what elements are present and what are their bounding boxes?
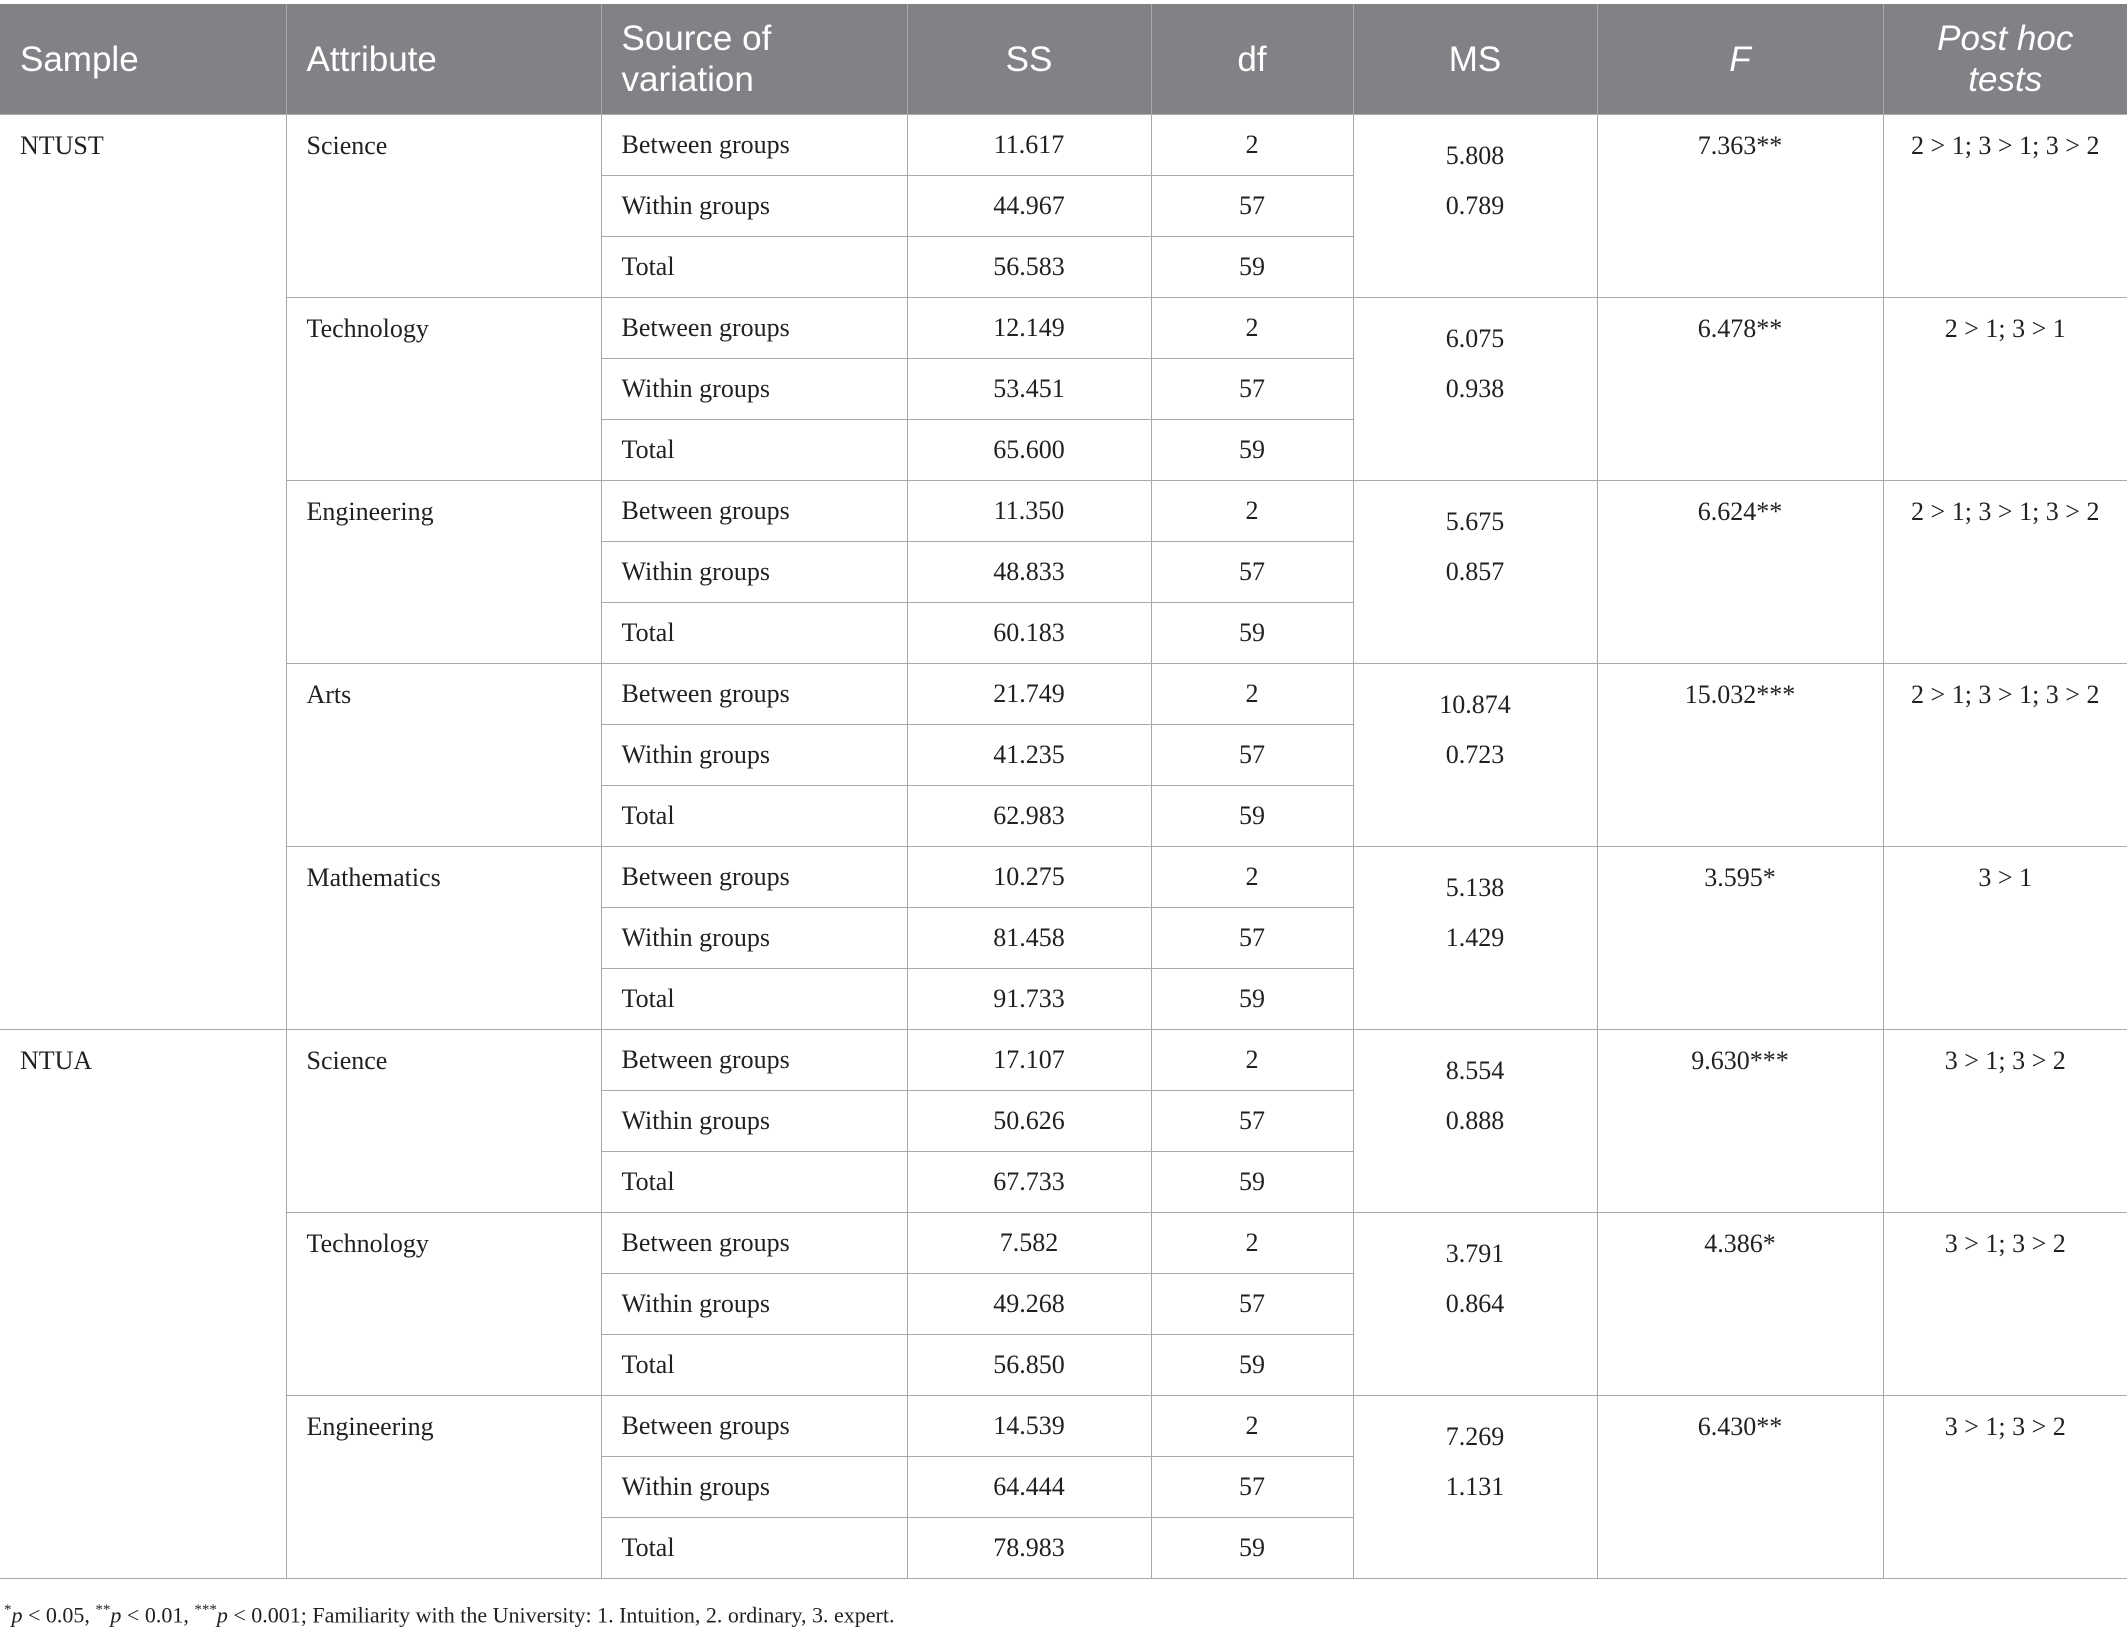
df-cell: 59 (1151, 237, 1353, 298)
post-hoc-cell: 3 > 1; 3 > 2 (1883, 1030, 2127, 1213)
anova-table (0, 4, 2127, 1579)
sample-cell: NTUA (0, 1030, 286, 1579)
df-cell: 2 (1151, 847, 1353, 908)
ss-cell: 12.149 (907, 298, 1151, 359)
source-cell: Total (601, 237, 907, 298)
attribute-cell: Engineering (286, 1396, 601, 1579)
df-cell: 57 (1151, 359, 1353, 420)
df-cell: 59 (1151, 1152, 1353, 1213)
post-hoc-cell: 3 > 1; 3 > 2 (1883, 1213, 2127, 1396)
source-cell: Within groups (601, 908, 907, 969)
ss-cell: 78.983 (907, 1518, 1151, 1579)
df-cell: 57 (1151, 1457, 1353, 1518)
post-hoc-cell: 2 > 1; 3 > 1; 3 > 2 (1883, 481, 2127, 664)
ss-cell: 81.458 (907, 908, 1151, 969)
source-cell: Within groups (601, 359, 907, 420)
source-cell: Total (601, 603, 907, 664)
header-post-hoc-label: Post hoc tests (1937, 19, 2074, 99)
ss-cell: 64.444 (907, 1457, 1151, 1518)
df-cell: 59 (1151, 786, 1353, 847)
ms-value: 0.857 (1445, 557, 1505, 586)
source-cell: Between groups (601, 298, 907, 359)
header-ss: SS (907, 4, 1151, 115)
f-cell: 6.430** (1597, 1396, 1883, 1579)
ss-cell: 41.235 (907, 725, 1151, 786)
table-row (0, 115, 2127, 176)
header-row (0, 4, 2127, 115)
ss-cell: 65.600 (907, 420, 1151, 481)
df-cell: 59 (1151, 1335, 1353, 1396)
df-cell: 2 (1151, 1396, 1353, 1457)
table-row (0, 664, 2127, 725)
df-cell: 2 (1151, 481, 1353, 542)
ms-value: 0.789 (1445, 191, 1505, 220)
source-cell: Within groups (601, 1457, 907, 1518)
source-cell: Between groups (601, 1213, 907, 1274)
ms-value: 5.675 (1445, 507, 1505, 536)
header-post-hoc-tests (1883, 4, 2127, 115)
footnote-text-2: < 0.01, (121, 1602, 195, 1628)
ms-cell (1353, 664, 1597, 847)
f-cell: 4.386* (1597, 1213, 1883, 1396)
ms-cell (1353, 1030, 1597, 1213)
source-cell: Total (601, 420, 907, 481)
f-cell: 7.363** (1597, 115, 1883, 298)
header-source-of-variation: Source of variation (601, 4, 907, 115)
ss-cell: 11.617 (907, 115, 1151, 176)
ss-cell: 53.451 (907, 359, 1151, 420)
source-cell: Between groups (601, 664, 907, 725)
source-cell: Between groups (601, 1396, 907, 1457)
df-cell: 57 (1151, 1274, 1353, 1335)
ms-cell (1353, 115, 1597, 298)
ms-cell (1353, 1213, 1597, 1396)
attribute-cell: Technology (286, 298, 601, 481)
ms-value: 0.723 (1445, 740, 1505, 769)
df-cell: 2 (1151, 115, 1353, 176)
ms-cell (1353, 481, 1597, 664)
ss-cell: 14.539 (907, 1396, 1151, 1457)
attribute-cell: Mathematics (286, 847, 601, 1030)
post-hoc-cell: 2 > 1; 3 > 1; 3 > 2 (1883, 115, 2127, 298)
df-cell: 59 (1151, 1518, 1353, 1579)
ss-cell: 91.733 (907, 969, 1151, 1030)
ss-cell: 49.268 (907, 1274, 1151, 1335)
ms-value: 5.138 (1445, 873, 1505, 902)
header-df: df (1151, 4, 1353, 115)
table-row (0, 1213, 2127, 1274)
df-cell: 59 (1151, 603, 1353, 664)
ss-cell: 56.583 (907, 237, 1151, 298)
post-hoc-cell: 3 > 1; 3 > 2 (1883, 1396, 2127, 1579)
table-row (0, 1396, 2127, 1457)
attribute-cell: Engineering (286, 481, 601, 664)
ms-value: 0.888 (1445, 1106, 1505, 1135)
source-cell: Total (601, 786, 907, 847)
post-hoc-cell: 2 > 1; 3 > 1 (1883, 298, 2127, 481)
ss-cell: 56.850 (907, 1335, 1151, 1396)
ss-cell: 44.967 (907, 176, 1151, 237)
attribute-cell: Science (286, 1030, 601, 1213)
ms-value: 10.874 (1439, 690, 1511, 719)
post-hoc-cell: 3 > 1 (1883, 847, 2127, 1030)
df-cell: 57 (1151, 542, 1353, 603)
f-cell: 9.630*** (1597, 1030, 1883, 1213)
f-cell: 3.595* (1597, 847, 1883, 1030)
header-f-label: F (1729, 39, 1751, 79)
ms-value: 0.864 (1445, 1289, 1505, 1318)
df-cell: 57 (1151, 176, 1353, 237)
footnote-p-2: p (110, 1602, 122, 1628)
ms-cell (1353, 847, 1597, 1030)
source-cell: Between groups (601, 115, 907, 176)
ss-cell: 67.733 (907, 1152, 1151, 1213)
footnote-p-1: p (11, 1602, 23, 1628)
table-row (0, 847, 2127, 908)
df-cell: 59 (1151, 420, 1353, 481)
source-cell: Within groups (601, 1274, 907, 1335)
table-header (0, 4, 2127, 115)
source-cell: Within groups (601, 1091, 907, 1152)
ss-cell: 17.107 (907, 1030, 1151, 1091)
ms-cell (1353, 298, 1597, 481)
ms-value: 0.938 (1445, 374, 1505, 403)
header-f (1597, 4, 1883, 115)
header-attribute: Attribute (286, 4, 601, 115)
ms-value: 5.808 (1445, 141, 1505, 170)
ss-cell: 60.183 (907, 603, 1151, 664)
f-cell: 15.032*** (1597, 664, 1883, 847)
footnote-star-1: * (4, 1602, 12, 1618)
df-cell: 59 (1151, 969, 1353, 1030)
attribute-cell: Arts (286, 664, 601, 847)
ms-value: 3.791 (1445, 1239, 1505, 1268)
df-cell: 2 (1151, 664, 1353, 725)
ss-cell: 62.983 (907, 786, 1151, 847)
ss-cell: 7.582 (907, 1213, 1151, 1274)
ms-cell (1353, 1396, 1597, 1579)
table-footnote (4, 1602, 894, 1628)
ss-cell: 50.626 (907, 1091, 1151, 1152)
df-cell: 2 (1151, 1030, 1353, 1091)
ss-cell: 21.749 (907, 664, 1151, 725)
source-cell: Between groups (601, 1030, 907, 1091)
ms-value: 6.075 (1445, 324, 1505, 353)
table-row (0, 1030, 2127, 1091)
source-cell: Between groups (601, 481, 907, 542)
ms-value: 7.269 (1445, 1422, 1505, 1451)
footnote-text-3: < 0.001; Familiarity with the University: 1. Intuition, 2. ordinary, 3. expert. (227, 1602, 895, 1628)
ms-value: 1.131 (1445, 1472, 1505, 1501)
ms-value: 1.429 (1445, 923, 1505, 952)
attribute-cell: Science (286, 115, 601, 298)
f-cell: 6.624** (1597, 481, 1883, 664)
df-cell: 57 (1151, 725, 1353, 786)
header-sample: Sample (0, 4, 286, 115)
df-cell: 2 (1151, 298, 1353, 359)
ss-cell: 48.833 (907, 542, 1151, 603)
ss-cell: 10.275 (907, 847, 1151, 908)
table-row (0, 298, 2127, 359)
df-cell: 2 (1151, 1213, 1353, 1274)
f-cell: 6.478** (1597, 298, 1883, 481)
attribute-cell: Technology (286, 1213, 601, 1396)
source-cell: Total (601, 1152, 907, 1213)
source-cell: Between groups (601, 847, 907, 908)
df-cell: 57 (1151, 908, 1353, 969)
source-cell: Total (601, 1335, 907, 1396)
source-cell: Within groups (601, 176, 907, 237)
header-ms: MS (1353, 4, 1597, 115)
source-cell: Total (601, 969, 907, 1030)
post-hoc-cell: 2 > 1; 3 > 1; 3 > 2 (1883, 664, 2127, 847)
footnote-text-1: < 0.05, (22, 1602, 96, 1628)
ss-cell: 11.350 (907, 481, 1151, 542)
sample-cell: NTUST (0, 115, 286, 1030)
source-cell: Within groups (601, 542, 907, 603)
source-cell: Total (601, 1518, 907, 1579)
footnote-p-3: p (216, 1602, 228, 1628)
df-cell: 57 (1151, 1091, 1353, 1152)
table-body (0, 115, 2127, 1579)
table-row (0, 481, 2127, 542)
footnote-star-3: *** (194, 1602, 217, 1618)
ms-value: 8.554 (1445, 1056, 1505, 1085)
footnote-star-2: ** (95, 1602, 111, 1618)
source-cell: Within groups (601, 725, 907, 786)
